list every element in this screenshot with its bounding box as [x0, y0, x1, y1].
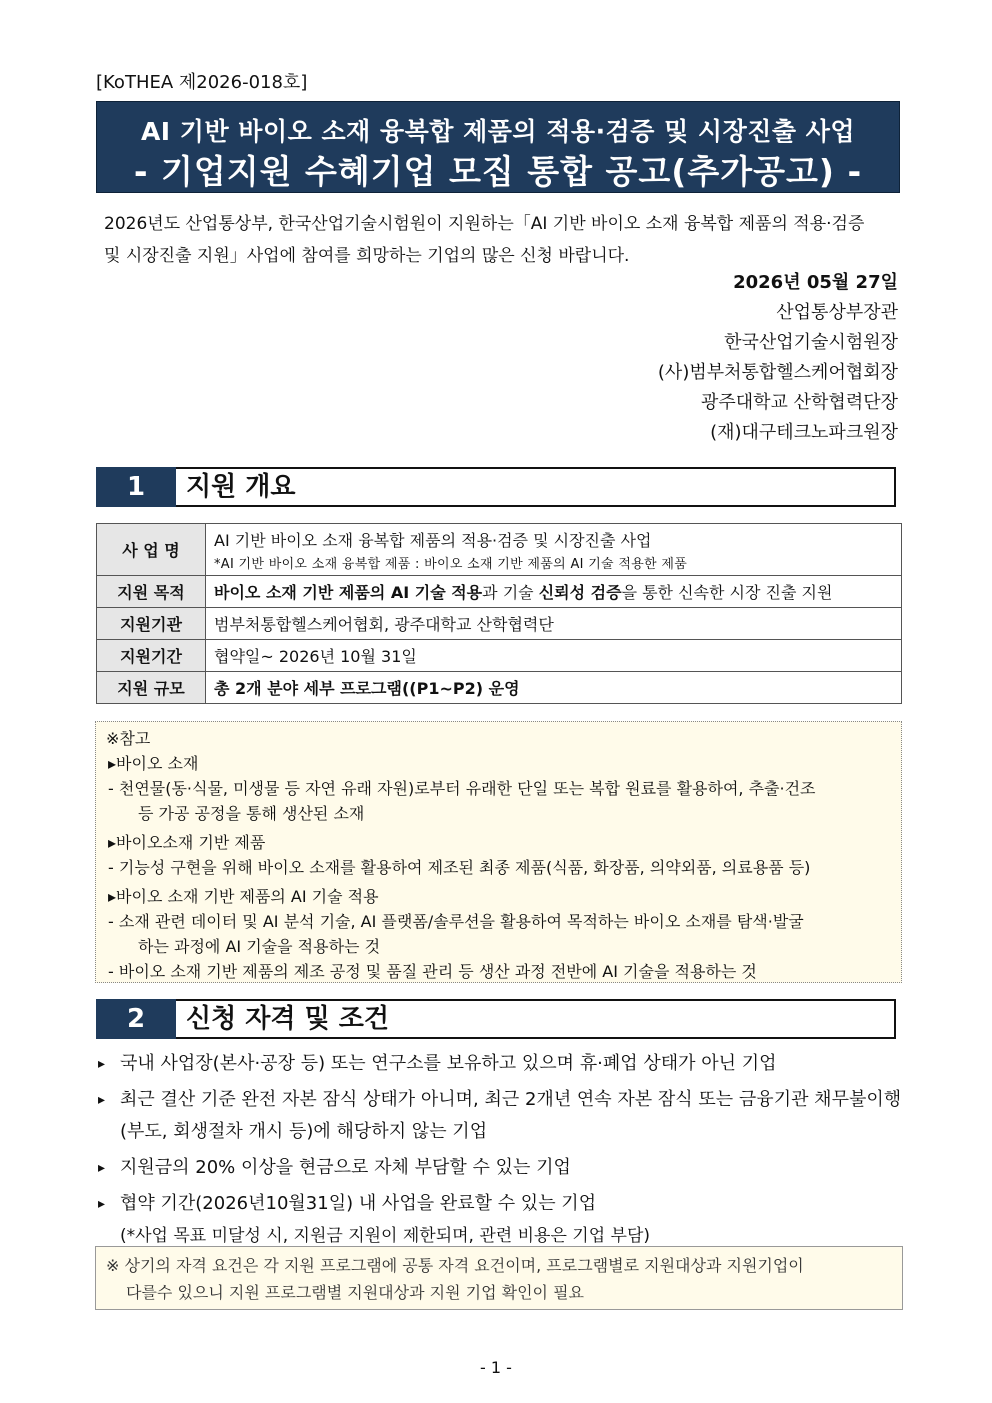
signatory: 광주대학교 산학협력단장 — [701, 392, 898, 413]
note-bullet: ▸바이오 소재 — [108, 754, 199, 773]
table-row — [97, 524, 902, 576]
row-value: 총 2개 분야 세부 프로그램((P1~P2) 운영 — [206, 672, 902, 704]
row-label: 지원 규모 — [97, 672, 206, 704]
list-item: ▸ 최근 결산 기준 완전 자본 잠식 상태가 아니며, 최근 2개년 연속 자본 잠식 또는 금융기관 채무불이행(부도, 회생절차 개시 등)에 해당하지 않는 기업 — [98, 1084, 902, 1148]
overview-table — [96, 523, 902, 704]
intro-line-2: 및 시장진출 지원」사업에 참여를 희망하는 기업의 많은 신청 바랍니다. — [104, 246, 630, 266]
page-number: - 1 - — [480, 1358, 512, 1377]
section-number: 1 — [96, 467, 176, 507]
row-label: 지원기관 — [97, 608, 206, 640]
section-title: 지원 개요 — [176, 467, 896, 507]
caution-line: 다를수 있으니 지원 프로그램별 지원대상과 지원 기업 확인이 필요 — [126, 1283, 585, 1302]
document-number: [KoTHEA 제2026-018호] — [96, 72, 308, 93]
note-sub-item-cont: 하는 과정에 AI 기술을 적용하는 것 — [138, 937, 381, 956]
section-title: 신청 자격 및 조건 — [176, 999, 896, 1039]
row-label: 지원 목적 — [97, 576, 206, 608]
project-name-note: *AI 기반 바이오 소재 융복합 제품 : 바이오 소재 기반 제품의 AI 기술 적용한 제품 — [214, 556, 688, 572]
note-sub-item: - 천연물(동·식물, 미생물 등 자연 유래 자원)로부터 유래한 단일 또는 복합 원료를 활용하여, 추출·건조 — [108, 779, 816, 798]
title-line-1: AI 기반 바이오 소재 융복합 제품의 적용·검증 및 시장진출 사업 — [140, 117, 856, 146]
row-label: 사 업 명 — [97, 524, 206, 576]
announcement-date: 2026년 05월 27일 — [733, 272, 898, 293]
note-bullet: ▸바이오소재 기반 제품 — [108, 833, 266, 852]
list-item-note: (*사업 목표 미달성 시, 지원금 지원이 제한되며, 관련 비용은 기업 부담) — [120, 1226, 651, 1246]
list-item: ▸ 협약 기간(2026년10월31일) 내 사업을 완료할 수 있는 기업 — [98, 1188, 902, 1220]
title-banner — [96, 101, 900, 193]
note-header: ※참고 — [106, 729, 151, 748]
caution-note-box — [95, 1246, 903, 1310]
row-value — [206, 524, 902, 576]
row-value: 협약일~ 2026년 10월 31일 — [206, 640, 902, 672]
table-row — [97, 576, 902, 608]
title-line-2: - 기업지원 수혜기업 모집 통합 공고(추가공고) - — [133, 152, 863, 191]
section-number: 2 — [96, 999, 176, 1039]
note-sub-item: - 소재 관련 데이터 및 AI 분석 기술, AI 플랫폼/솔루션을 활용하여 목적하는 바이오 소재를 탐색·발굴 — [108, 912, 804, 931]
note-sub-item-cont: 등 가공 공정을 통해 생산된 소재 — [138, 804, 365, 823]
note-sub-item: - 기능성 구현을 위해 바이오 소재를 활용하여 제조된 최종 제품(식품, 화장품, 의약외품, 의료용품 등) — [108, 858, 811, 877]
row-value: 범부처통합헬스케어협회, 광주대학교 산학협력단 — [206, 608, 902, 640]
signatory: 산업통상부장관 — [776, 302, 898, 323]
note-bullet: ▸바이오 소재 기반 제품의 AI 기술 적용 — [108, 887, 379, 906]
purpose-emphasis: 신뢰성 검증 — [538, 583, 622, 602]
table-row — [97, 672, 902, 704]
intro-line-1: 2026년도 산업통상부, 한국산업기술시험원이 지원하는「AI 기반 바이오 소재 융복합 제품의 적용·검증 — [104, 214, 865, 234]
list-item: ▸ 국내 사업장(본사·공장 등) 또는 연구소를 보유하고 있으며 휴·폐업 상태가 아닌 기업 — [98, 1048, 902, 1080]
purpose-text: 과 기술 — [482, 583, 539, 602]
eligibility-list — [98, 1048, 902, 1252]
row-value — [206, 576, 902, 608]
section-1-header — [96, 467, 896, 507]
caution-line: ※ 상기의 자격 요건은 각 지원 프로그램에 공통 자격 요건이며, 프로그램별로 지원대상과 지원기업이 — [106, 1256, 804, 1275]
signature-block — [658, 268, 898, 448]
signatory: (사)범부처통합헬스케어협회장 — [657, 362, 898, 383]
list-item: ▸ 지원금의 20% 이상을 현금으로 자체 부담할 수 있는 기업 — [98, 1152, 902, 1184]
row-label: 지원기간 — [97, 640, 206, 672]
intro-paragraph — [104, 208, 900, 272]
purpose-emphasis: 바이오 소재 기반 제품의 AI 기술 적용 — [214, 583, 483, 602]
table-row — [97, 608, 902, 640]
signatory: (재)대구테크노파크원장 — [710, 422, 898, 443]
table-row — [97, 640, 902, 672]
purpose-text: 을 통한 신속한 시장 진출 지원 — [621, 583, 833, 602]
reference-note-box — [95, 721, 902, 983]
note-sub-item: - 바이오 소재 기반 제품의 제조 공정 및 품질 관리 등 생산 과정 전반에 AI 기술을 적용하는 것 — [108, 962, 757, 981]
project-name: AI 기반 바이오 소재 융복합 제품의 적용·검증 및 시장진출 사업 — [214, 530, 652, 550]
section-2-header — [96, 999, 896, 1039]
signatory: 한국산업기술시험원장 — [724, 332, 898, 353]
